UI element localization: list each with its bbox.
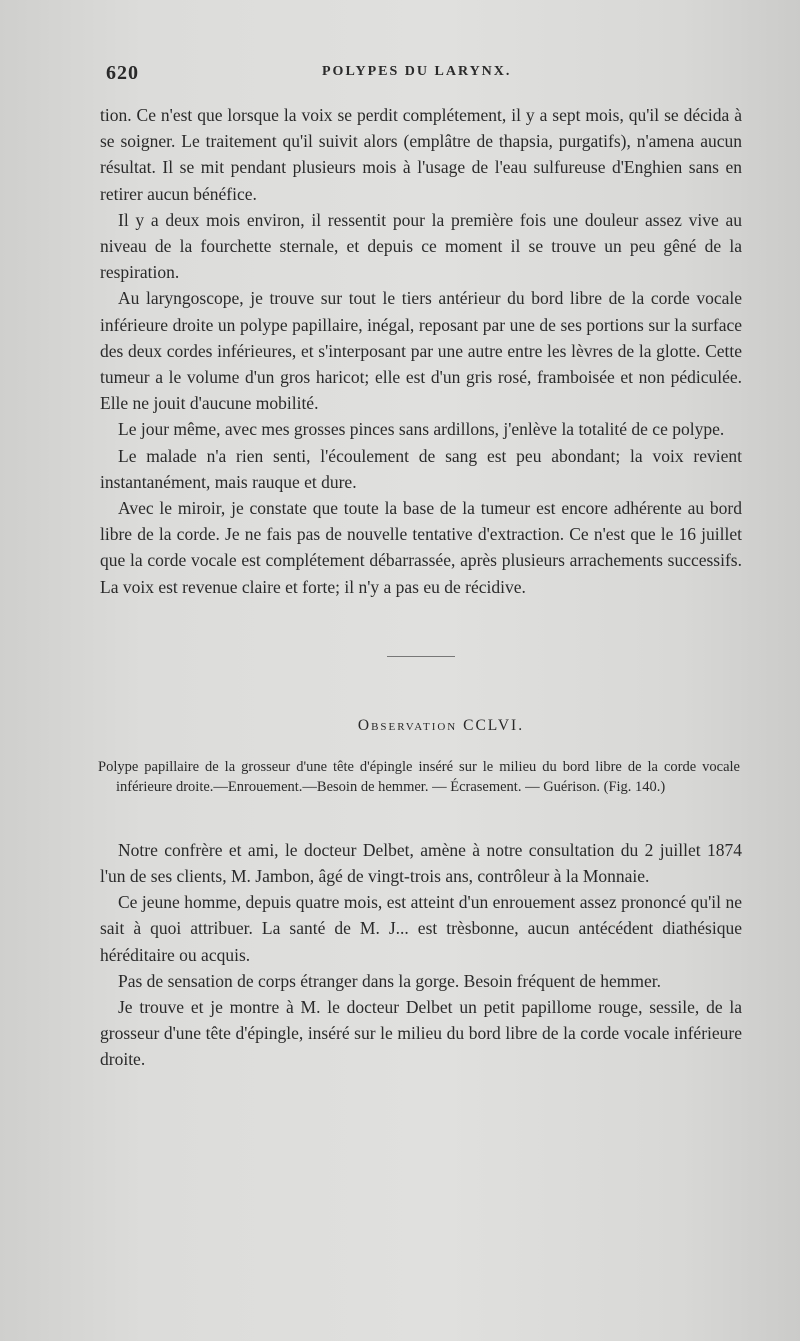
paragraph: Il y a deux mois environ, il ressentit pour la première fois une douleur assez vive au niveau de la fourchette sternale, et depuis ce moment il se trouve un peu gêné de la respiration. <box>100 209 742 283</box>
paragraph: Le jour même, avec mes grosses pinces sans ardillons, j'enlève la totalité de ce polype. <box>118 419 725 440</box>
paragraph: Je trouve et je montre à M. le docteur Delbet un petit papillome rouge, sessile, de la grosseur d'une tête d'épingle, inséré sur le milieu du bord libre de la corde vocale inférieure droite. <box>100 997 742 1070</box>
paragraph: Le malade n'a rien senti, l'écoulement de sang est peu abondant; la voix revient instantanément, mais rauque et dure. <box>100 445 742 492</box>
paragraph: Ce jeune homme, depuis quatre mois, est atteint d'un enrouement assez prononcé qu'il ne sait à quoi attribuer. La santé de M. J... est trèsbonne, aucun antécédent diathésique héréditaire ou acquis. <box>100 892 742 965</box>
observation-summary: Polype papillaire de la grosseur d'une tête d'épingle inséré sur le milieu du bord libre de la corde vocale inférieure droite.—Enrouement.—Besoin de hemmer. — Écrasement. — Guérison. (Fig. 140.) <box>98 758 740 795</box>
paragraph: Au laryngoscope, je trouve sur tout le tiers antérieur du bord libre de la corde vocale inférieure droite un polype papillaire, inégal, reposant par une de ses portions sur la surface des deux cordes inférieures, et s'interposant par une autre entre les lèvres de la glotte. Cette tumeur a le volume d'un gros haricot; elle est d'un gris rosé, framboisée et non pédiculée. Elle ne jouit d'aucune mobilité. <box>100 288 742 414</box>
paragraph: Pas de sensation de corps étranger dans la gorge. Besoin fréquent de hemmer. <box>118 970 661 991</box>
section-divider <box>387 656 455 657</box>
observation-title: Observation CCLVI. <box>357 716 525 734</box>
running-title: POLYPES DU LARYNX. <box>322 64 512 79</box>
observation-continuation <box>100 102 742 600</box>
paragraph: tion. Ce n'est que lorsque la voix se perdit complétement, il y a sept mois, qu'il se décida à se soigner. Le traitement qu'il suivit alors (emplâtre de thapsia, purgatifs), n'amena aucun résultat. Il se mit pendant plusieurs mois à l'usage de l'eau sulfureuse d'Enghien sans en retirer aucun bénéfice. <box>100 105 742 204</box>
page-number: 620 <box>106 62 139 84</box>
page-header <box>100 62 742 102</box>
paragraph: Avec le miroir, je constate que toute la base de la tumeur est encore adhérente au bord libre de la corde. Je ne fais pas de nouvelle tentative d'extraction. Ce n'est que le 16 juillet que la corde vocale est complétement débarrassée, après plusieurs arrachements successifs. La voix est revenue claire et forte; il n'y a pas eu de récidive. <box>100 498 742 597</box>
paragraph: Notre confrère et ami, le docteur Delbet, amène à notre consultation du 2 juillet 1874 l'un de ses clients, M. Jambon, âgé de vingt-trois ans, contrôleur à la Monnaie. <box>100 839 742 887</box>
observation-body <box>100 837 742 1073</box>
